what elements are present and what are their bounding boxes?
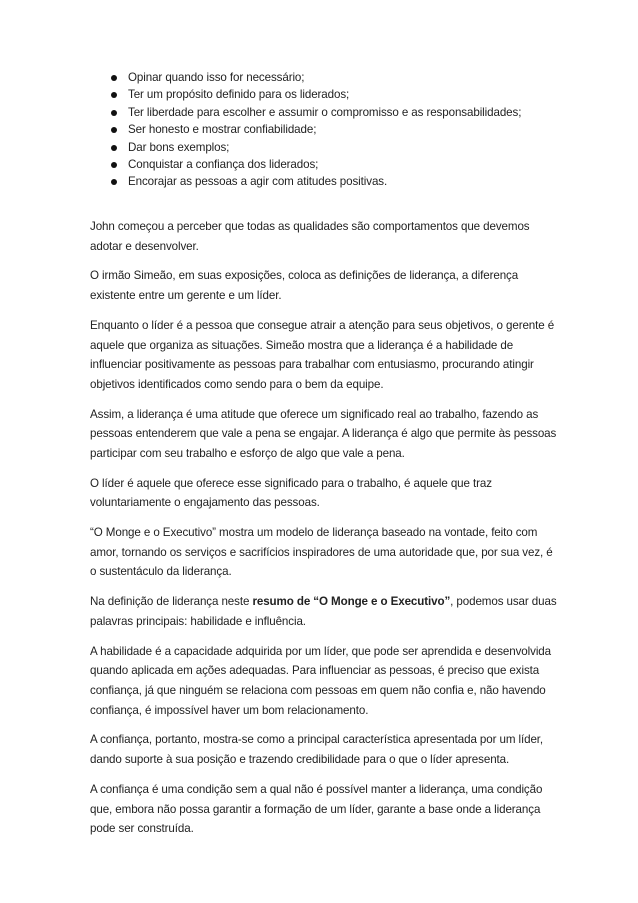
paragraph-habilidade: A habilidade é a capacidade adquirida por um líder, que pode ser aprendida e desenvolvida quando aplicada em ações adequadas. Para influenciar as pessoas, é preciso que exista confiança, já que ninguém se relaciona com pessoas em quem não confia e, não havendo confiança, é impossível haver um bom relacionamento. bbox=[90, 644, 551, 717]
bullet-item bbox=[90, 156, 560, 173]
definicao-text-before: Na definição de liderança neste bbox=[90, 595, 253, 609]
bullet-item bbox=[90, 121, 560, 138]
definicao-text-after: , podemos usar duas palavras principais: habilidade e influência. bbox=[90, 595, 557, 628]
bullet-item bbox=[90, 139, 560, 156]
bullet-text: Conquistar a confiança dos liderados; bbox=[128, 158, 319, 172]
bullet-text: Ter um propósito definido para os liderados; bbox=[128, 88, 350, 102]
bullet-item bbox=[90, 104, 560, 121]
bullet-list bbox=[90, 69, 560, 191]
bullet-item bbox=[90, 86, 560, 103]
bullet-text: Ter liberdade para escolher e assumir o compromisso e as responsabilidades; bbox=[128, 105, 522, 119]
bullet-icon bbox=[111, 75, 117, 81]
bullet-icon bbox=[111, 162, 117, 168]
resumo-bold-phrase: resumo de “O Monge e o Executivo” bbox=[252, 595, 451, 609]
bullet-text: Dar bons exemplos; bbox=[128, 140, 230, 154]
bullet-icon bbox=[111, 92, 117, 98]
bullet-icon bbox=[111, 145, 117, 151]
bullet-text: Ser honesto e mostrar confiabilidade; bbox=[128, 123, 317, 137]
paragraph-definicao-lideranca bbox=[90, 592, 560, 631]
body-text bbox=[90, 217, 560, 849]
bullet-icon bbox=[111, 127, 117, 133]
bullet-icon bbox=[111, 110, 117, 116]
bullet-text: Opinar quando isso for necessário; bbox=[128, 71, 305, 84]
bullet-item bbox=[90, 69, 560, 86]
paragraph-confianca-caracteristica: A confiança, portanto, mostra-se como a principal característica apresentada por um líder, dando suporte à sua posição e trazendo credibilidade para o que o líder apresenta. bbox=[90, 733, 544, 767]
bullet-item bbox=[90, 173, 560, 190]
bullet-icon bbox=[111, 179, 117, 185]
paragraph-lider-engajamento: O líder é aquele que oferece esse significado para o trabalho, é aquele que traz voluntariamente o engajamento das pessoas. bbox=[90, 476, 492, 510]
paragraph-significado-trabalho: Assim, a liderança é uma atitude que oferece um significado real ao trabalho, fazendo as pessoas entenderem que vale a pena se engajar. A liderança é algo que permite às pessoas participar com seu trabalho e esforço de algo que vale a pena. bbox=[90, 407, 557, 460]
paragraph-confianca-condicao: A confiança é uma condição sem a qual não é possível manter a liderança, uma condição que, embora não possa garantir a formação de um líder, garante a base onde a liderança pode ser construída. bbox=[90, 782, 543, 836]
paragraph-john: John começou a perceber que todas as qualidades são comportamentos que devemos adotar e desenvolver. bbox=[90, 220, 530, 253]
paragraph-modelo-lideranca: “O Monge e o Executivo” mostra um modelo de liderança baseado na vontade, feito com amor, tornando os serviços e sacrifícios inspiradores de uma autoridade que, por sua vez, é o sustentáculo da liderança. bbox=[90, 526, 553, 579]
paragraph-lider-vs-gerente: Enquanto o líder é a pessoa que consegue atrair a atenção para seus objetivos, o gerente é aquele que organiza as situações. Simeão mostra que a liderança é a habilidade de influenciar positivamente as pessoas para trabalhar com entusiasmo, procurando atingir objetivos identificados como sendo para o bem da equipe. bbox=[90, 318, 555, 391]
bullet-text: Encorajar as pessoas a agir com atitudes positivas. bbox=[128, 175, 388, 189]
paragraph-simeao-definitions: O irmão Simeão, em suas exposições, coloca as definições de liderança, a diferença existente entre um gerente e um líder. bbox=[90, 269, 519, 303]
